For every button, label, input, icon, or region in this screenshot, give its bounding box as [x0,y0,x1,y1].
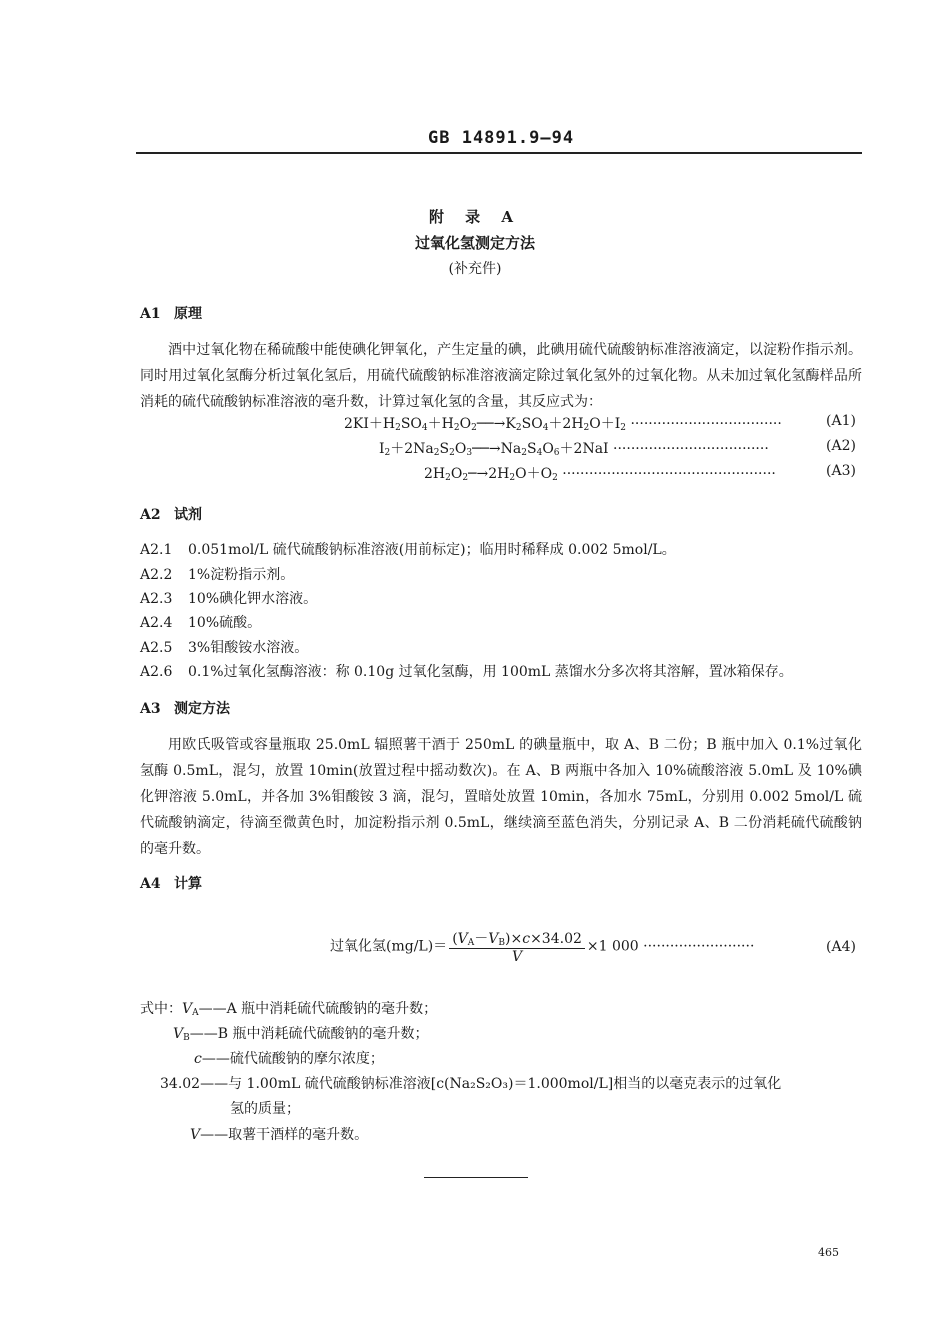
formula-numerator: $(V_A-V_B)\times c\times 34.02$ [449,928,585,949]
definition-vb: $V_B——B$ 瓶中消耗硫代硫酸钠的毫升数； [173,1026,429,1043]
definition-constant-cont: 氢的质量； [230,1101,300,1117]
end-rule [424,1177,528,1178]
reagent-item: A2.4 10%硫酸。 [140,615,262,631]
formula-a4-number: (A4) [826,939,856,955]
section-number: A2 [140,507,161,523]
equation-a2-number: (A2) [826,438,856,454]
equation-a1-number: (A1) [826,413,856,429]
formula-fraction [449,928,585,965]
a1-paragraph: 酒中过氧化物在稀硫酸中能使碘化钾氧化，产生定量的碘，此碘用硫代硫酸钠标准溶液滴定，以淀粉作指示剂。同时用过氧化氢酶分析过氧化氢后，用硫代硫酸钠标准溶液滴定除过氧化氢外的过氧化物。从未加过氧化氢酶样品所消耗的硫代硫酸钠标准溶液的毫升数，计算过氧化氢的含量，其反应式为： [140,342,862,410]
section-title: 测定方法 [174,701,230,717]
appendix-title: 过氧化氢测定方法 [414,234,535,252]
equation-a3-number: (A3) [826,463,856,479]
appendix-note: (补充件) [448,261,502,277]
reagent-item: A2.6 0.1%过氧化氢酶溶液：称 0.10g 过氧化氢酶，用 100mL 蒸馏水分多次将其溶解，置冰箱保存。 [140,664,793,680]
section-a4-heading [140,873,202,893]
section-title: 试剂 [174,507,202,523]
formula-lhs: 过氧化氢(mg/L)＝ [330,938,448,955]
header-rule [136,152,862,154]
section-number: A4 [140,876,161,892]
section-number: A3 [140,701,161,717]
definition-v: V——取薯干酒样的毫升数。 [190,1127,369,1143]
formula-tail: ×1 000 [586,938,639,955]
reagent-item: A2.1 0.051mol/L 硫代硫酸钠标准溶液(用前标定)；临用时稀释成 0.002 5mol/L。 [140,542,676,558]
section-number: A1 [140,306,161,322]
standard-number-header: GB 14891.9—94 [428,128,575,148]
section-title: 原理 [174,306,202,322]
appendix-label: 附 录 A [428,208,522,226]
reagent-item: A2.5 3%钼酸铵水溶液。 [140,640,309,656]
section-title: 计算 [174,876,202,892]
formula-denominator: V [511,949,523,965]
section-a2-heading [140,504,202,524]
equation-a2: $I_2+2Na_2S_2O_3──\to Na_2S_4O_6+2NaI$ ··································· [379,441,769,458]
reagent-item: A2.2 1%淀粉指示剂。 [140,567,295,583]
definition-c: c——硫代硫酸钠的摩尔浓度； [194,1051,384,1067]
reagent-item: A2.3 10%碘化钾水溶液。 [140,591,318,607]
section-a3-heading [140,698,230,718]
equation-a3: $2H_2O_2─\to 2H_2O+O_2$ ················································ [424,466,776,483]
section-a1-heading [140,303,202,323]
a3-paragraph: 用欧氏吸管或容量瓶取 25.0mL 辐照薯干酒于 250mL 的碘量瓶中，取 A、B 二份；B 瓶中加入 0.1%过氧化氢酶 0.5mL，混匀，放置 10min(放置过程中摇动数次)。在 A、B 两瓶中各加入 10%硫酸溶液 5.0mL 及 10%碘化钾溶液 5.0mL，并各加 3%钼酸铵 3 滴，混匀，置暗处放置 10min，各加水 75mL，分别用 0.002 5mol/L 硫代硫酸钠滴定，待滴至微黄色时，加淀粉指示剂 0.5mL，继续滴至蓝色消失，分别记录 A、B 二份消耗硫代硫酸钠的毫升数。 [140,737,862,857]
definition-constant: 34.02——与 1.00mL 硫代硫酸钠标准溶液[c(Na₂S₂O₃)＝1.000mol/L]相当的以毫克表示的过氧化 [160,1076,782,1092]
equation-a1: $2KI+H_2SO_4+H_2O_2──\to K_2SO_4+2H_2O+I_2$ ·································· [344,416,782,433]
formula-a4: 过氧化氢(mg/L)＝ $\frac{(V_A-V_B)\times c\times 34.02}{V}$ ×1 000 ························· [330,928,754,965]
page-number: 465 [818,1246,839,1259]
definition-va: 式中：$V_A——A$ 瓶中消耗硫代硫酸钠的毫升数； [140,1001,438,1018]
